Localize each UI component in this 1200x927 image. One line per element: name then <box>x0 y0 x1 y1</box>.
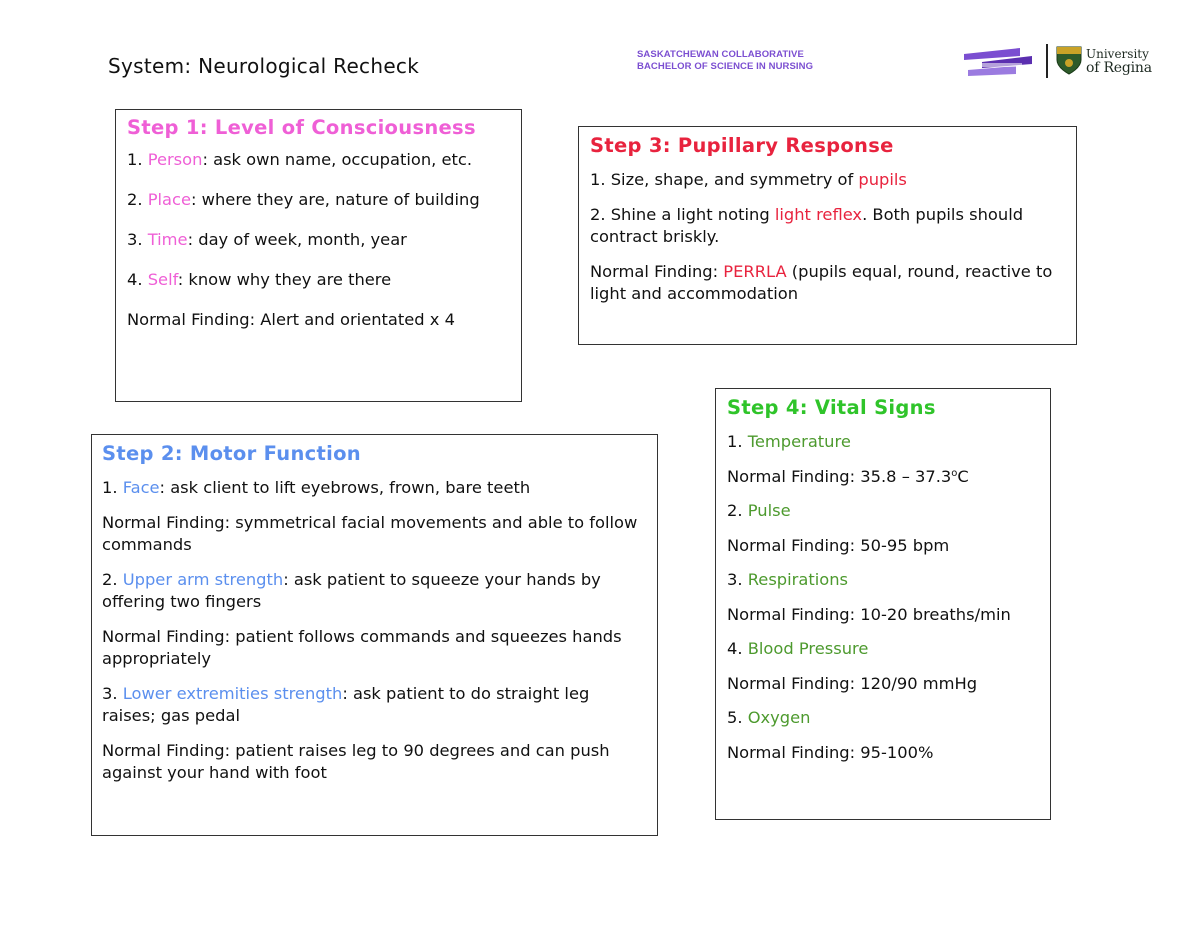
step2-item-2-normal: Normal Finding: patient follows commands and squeezes hands appropriately <box>102 626 622 668</box>
term-time: Time <box>147 230 188 249</box>
term-upper-arm-strength: Upper arm strength <box>122 569 284 589</box>
term-perrla: PERRLA <box>723 261 787 281</box>
step4-item-4 <box>727 638 1040 661</box>
item-text: : day of week, month, year <box>187 230 407 249</box>
step2-item-2 <box>102 569 647 614</box>
step3-item-1 <box>590 169 1066 192</box>
item-text: 1. Size, shape, and symmetry of <box>590 170 859 189</box>
item-num: 3. <box>127 230 148 249</box>
normal-label: Normal Finding: <box>590 261 724 281</box>
step4-item-1-normal <box>727 466 1040 489</box>
uregina-line-2: of Regina <box>1086 60 1152 76</box>
step1-box <box>115 109 522 402</box>
term-person: Person <box>147 150 203 169</box>
step1-item-self <box>127 269 511 290</box>
step4-item-5-normal: Normal Finding: 95-100% <box>727 742 934 762</box>
item-num: 5. <box>727 708 748 727</box>
normal-rest: (pupils equal, round, reactive to light and accommodation <box>590 261 1053 303</box>
item-num: 3. <box>727 570 748 589</box>
step4-heading: Step 4: Vital Signs <box>727 396 936 419</box>
step3-heading: Step 3: Pupillary Response <box>590 134 894 157</box>
item-text: 2. Shine a light noting <box>590 204 775 224</box>
step3-item-2 <box>590 204 1066 249</box>
uregina-crest-icon <box>1056 45 1082 75</box>
term-lower-extremities-strength: Lower extremities strength <box>122 683 343 703</box>
step4-item-3-normal: Normal Finding: 10-20 breaths/min <box>727 604 1011 624</box>
step2-box <box>91 434 658 836</box>
step1-item-person <box>127 149 511 170</box>
term-blood-pressure: Blood Pressure <box>747 639 869 658</box>
item-num: 1. <box>102 478 123 497</box>
item-text: : know why they are there <box>177 270 392 289</box>
step2-item-3 <box>102 683 647 728</box>
page-title: System: Neurological Recheck <box>108 54 420 78</box>
normal-text: Normal Finding: 35.8 – 37.3 <box>727 466 952 486</box>
item-text: : ask patient to squeeze your hands by offering two fingers <box>102 569 601 611</box>
item-text: : ask patient to do straight leg raises; gas pedal <box>102 683 590 725</box>
item-num: 1. <box>727 432 748 451</box>
item-num: 1. <box>127 150 148 169</box>
step1-item-place <box>127 189 511 210</box>
item-text: : where they are, nature of building <box>191 190 480 209</box>
item-num: 2. <box>727 501 748 520</box>
step4-item-4-normal: Normal Finding: 120/90 mmHg <box>727 673 978 693</box>
item-num: 4. <box>127 270 148 289</box>
item-text: : ask client to lift eyebrows, frown, bare teeth <box>159 478 531 497</box>
term-face: Face <box>122 478 160 497</box>
step2-item-3-normal: Normal Finding: patient raises leg to 90 degrees and can push against your hand with foot <box>102 740 610 782</box>
step3-box <box>578 126 1077 345</box>
step4-item-2-normal: Normal Finding: 50-95 bpm <box>727 535 950 555</box>
term-oxygen: Oxygen <box>747 708 811 727</box>
step4-item-2 <box>727 500 1040 523</box>
degree-symbol: o <box>951 467 958 479</box>
step3-normal-finding <box>590 261 1066 306</box>
uregina-wordmark <box>1086 47 1152 75</box>
saskatchewan-polytechnic-logo <box>962 40 1034 82</box>
term-pupils: pupils <box>858 170 907 189</box>
item-text: : ask own name, occupation, etc. <box>202 150 473 169</box>
item-num: 4. <box>727 639 748 658</box>
term-place: Place <box>147 190 192 209</box>
step1-item-time <box>127 229 511 250</box>
sask-collaborative-logo-text <box>637 49 813 73</box>
term-light-reflex: light reflex <box>774 204 863 224</box>
logo-divider <box>1046 44 1048 78</box>
item-num: 2. <box>127 190 148 209</box>
term-self: Self <box>147 270 178 289</box>
logo-line-1: SASKATCHEWAN COLLABORATIVE <box>637 49 804 60</box>
step2-item-1 <box>102 477 647 500</box>
step4-item-5 <box>727 707 1040 730</box>
logo-line-2: BACHELOR OF SCIENCE IN NURSING <box>637 61 814 72</box>
step4-item-1 <box>727 431 1040 454</box>
term-pulse: Pulse <box>747 501 791 520</box>
uregina-line-1: University <box>1086 47 1149 61</box>
step4-item-3 <box>727 569 1040 592</box>
step1-heading: Step 1: Level of Consciousness <box>127 116 476 139</box>
step4-box <box>715 388 1051 820</box>
item-num: 3. <box>102 683 123 703</box>
normal-unit: C <box>957 466 969 486</box>
item-text-rest: . Both pupils should contract briskly. <box>590 204 1024 246</box>
step1-normal-finding: Normal Finding: Alert and orientated x 4 <box>127 310 455 329</box>
step2-heading: Step 2: Motor Function <box>102 442 361 465</box>
item-num: 2. <box>102 569 123 589</box>
term-respirations: Respirations <box>747 570 848 589</box>
term-temperature: Temperature <box>747 432 851 451</box>
step2-item-1-normal: Normal Finding: symmetrical facial movements and able to follow commands <box>102 512 638 554</box>
